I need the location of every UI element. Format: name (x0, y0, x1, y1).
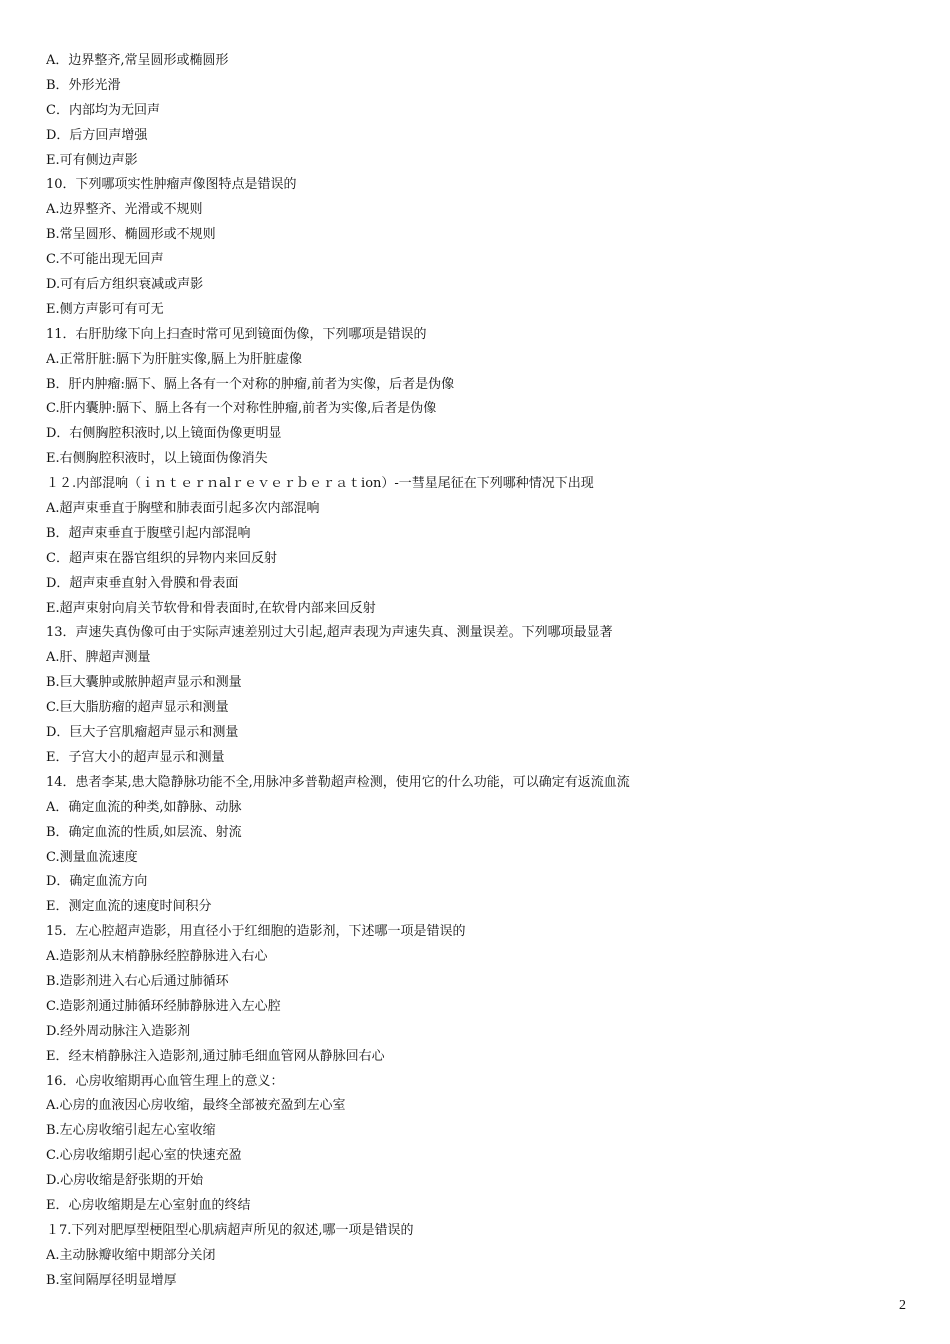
text-line: A.正常肝脏:膈下为肝脏实像,膈上为肝脏虚像 (46, 351, 303, 367)
text-line: D．确定血流方向 (46, 874, 148, 890)
text-line: E．经末梢静脉注入造影剂,通过肺毛细血管网从静脉回右心 (46, 1048, 385, 1064)
text-line: A.主动脉瓣收缩中期部分关闭 (46, 1247, 216, 1263)
text-line: C．超声束在器官组织的异物内来回反射 (46, 550, 277, 566)
text-line: B.造影剂进入右心后通过肺循环 (46, 973, 229, 989)
question-line: 11．右肝肋缘下向上扫查时常可见到镜面伪像，下列哪项是错误的 (46, 326, 427, 342)
text-line: D．右侧胸腔积液时,以上镜面伪像更明显 (46, 426, 282, 442)
text-line: C.心房收缩期引起心室的快速充盈 (46, 1148, 242, 1164)
text-line: A.肝、脾超声测量 (46, 650, 151, 666)
text-line: A．边界整齐,常呈圆形或椭圆形 (46, 53, 229, 68)
text-line: D.可有后方组织衰减或声影 (46, 277, 204, 293)
text-line: A.边界整齐、光滑或不规则 (46, 202, 203, 218)
text-line: E.侧方声影可有可无 (46, 301, 164, 317)
text-line: B．确定血流的性质,如层流、射流 (46, 824, 242, 840)
text-line: C．内部均为无回声 (46, 102, 160, 118)
question-line: 14．患者李某,患大隐静脉功能不全,用脉冲多普勒超声检测，使用它的什么功能，可以确定有返流血流 (46, 774, 630, 790)
text-line: B.左心房收缩引起左心室收缩 (46, 1123, 216, 1139)
text-line: B．肝内肿瘤:膈下、膈上各有一个对称的肿瘤,前者为实像，后者是伪像 (46, 376, 455, 392)
text-line: D.心房收缩是舒张期的开始 (46, 1173, 204, 1189)
text-line: E．子宫大小的超声显示和测量 (46, 749, 225, 765)
text-line: D.经外周动脉注入造影剂 (46, 1023, 191, 1039)
text-line: B.室间隔厚径明显增厚 (46, 1272, 177, 1288)
text-line: E.超声束射向肩关节软骨和骨表面时,在软骨内部来回反射 (46, 600, 376, 616)
document-body (46, 49, 916, 1294)
text-line: C.巨大脂肪瘤的超声显示和测量 (46, 700, 229, 716)
text-line: E.右侧胸腔积液时，以上镜面伪像消失 (46, 451, 268, 467)
text-line: B.常呈圆形、椭圆形或不规则 (46, 227, 216, 243)
text-line: A.心房的血液因心房收缩，最终全部被充盈到左心室 (46, 1098, 346, 1114)
text-line: A.造影剂从末梢静脉经腔静脉进入右心 (46, 949, 268, 965)
text-line: D．超声束垂直射入骨膜和骨表面 (46, 575, 239, 591)
text-line: B．超声束垂直于腹壁引起内部混响 (46, 525, 251, 541)
text-line: A.超声束垂直于胸壁和肺表面引起多次内部混响 (46, 501, 320, 517)
text-line: B．外形光滑 (46, 77, 121, 93)
text-line: E．心房收缩期是左心室射血的终结 (46, 1197, 251, 1213)
question-line: １２.内部混响（ｉｎｔｅｒｎalｒｅｖｅｒｂｅｒａｔion）-一彗星尾征在下列哪种情况下出现 (46, 476, 594, 492)
text-line: B.巨大囊肿或脓肿超声显示和测量 (46, 675, 242, 691)
text-line: C.不可能出现无回声 (46, 252, 164, 268)
text-line: A．确定血流的种类,如静脉、动脉 (46, 799, 242, 815)
text-line: D．巨大子宫肌瘤超声显示和测量 (46, 725, 239, 741)
text-line: E.可有侧边声影 (46, 152, 138, 168)
text-line: C.造影剂通过肺循环经肺静脉进入左心腔 (46, 998, 281, 1014)
question-line: 13．声速失真伪像可由于实际声速差别过大引起,超声表现为声速失真、测量误差。下列哪项最显著 (46, 625, 613, 641)
text-line: C.肝内囊肿:膈下、膈上各有一个对称性肿瘤,前者为实像,后者是伪像 (46, 401, 437, 417)
question-line: 16．心房收缩期再心血管生理上的意义： (46, 1073, 284, 1089)
text-line: D．后方回声增强 (46, 127, 148, 143)
text-line: C.测量血流速度 (46, 849, 138, 865)
question-line: １7.下列对肥厚型梗阻型心肌病超声所见的叙述,哪一项是错误的 (46, 1222, 414, 1238)
question-line: 10．下列哪项实性肿瘤声像图特点是错误的 (46, 177, 297, 193)
text-line: E．测定血流的速度时间积分 (46, 899, 212, 915)
page-number: 2 (899, 1298, 906, 1313)
question-line: 15．左心腔超声造影，用直径小于红细胞的造影剂，下述哪一项是错误的 (46, 924, 466, 940)
